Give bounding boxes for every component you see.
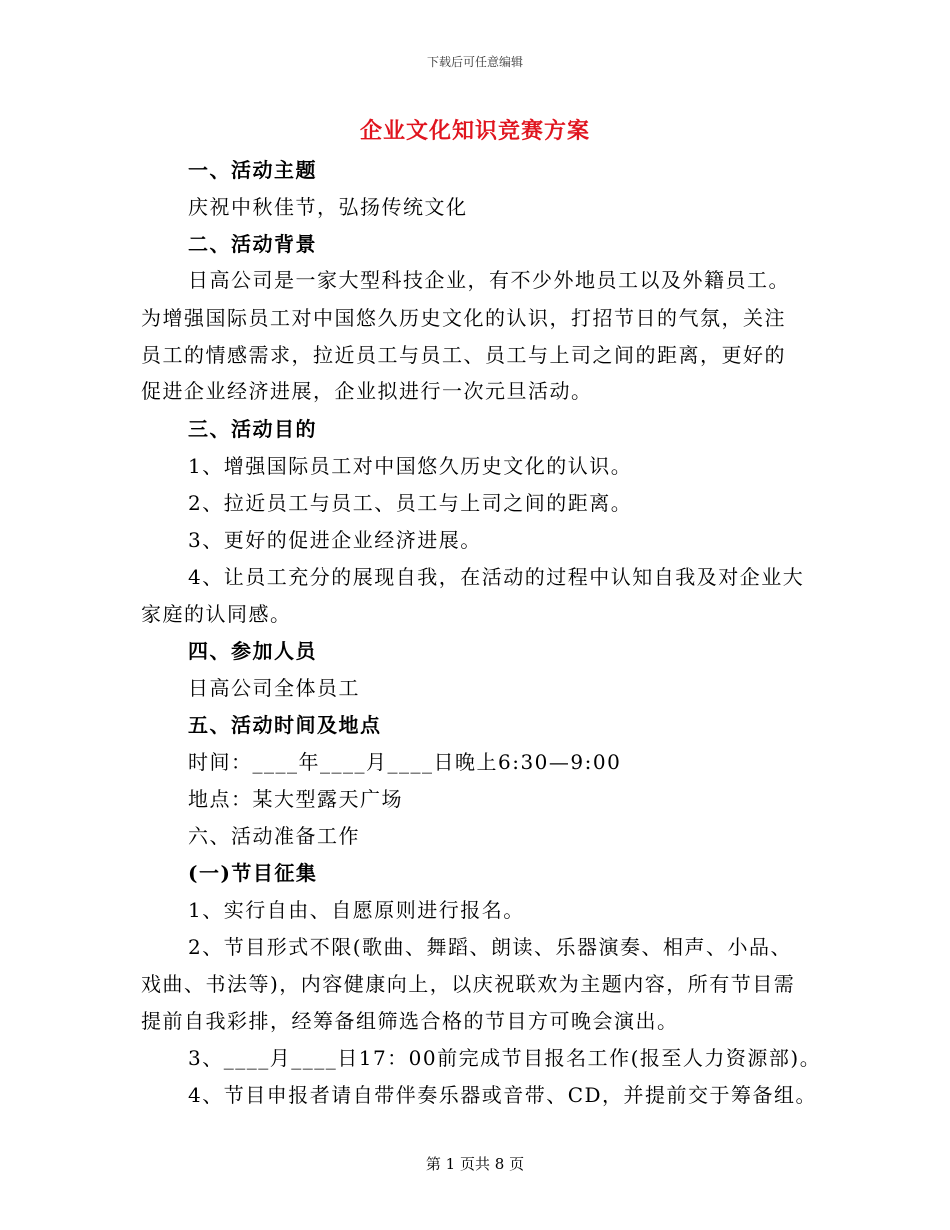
list-item: 4、让员工充分的展现自我，在活动的过程中认知自我及对企业大 — [188, 565, 805, 589]
section-heading-purpose: 三、活动目的 — [188, 417, 317, 441]
section-heading-time-location: 五、活动时间及地点 — [188, 713, 382, 737]
document-title: 企业文化知识竞赛方案 — [359, 118, 590, 144]
list-item: 4、节目申报者请自带伴奏乐器或音带、CD，并提前交于筹备组。 — [188, 1083, 818, 1107]
body-line: 促进企业经济进展，企业拟进行一次元旦活动。 — [141, 379, 593, 403]
section-heading-theme: 一、活动主题 — [188, 158, 317, 182]
body-line: 提前自我彩排，经筹备组筛选合格的节目方可晚会演出。 — [141, 1009, 679, 1033]
list-item: 2、节目形式不限(歌曲、舞蹈、朗读、乐器演奏、相声、小品、 — [188, 935, 793, 959]
page-footer-number: 第 1 页共 8 页 — [425, 1155, 525, 1173]
body-line: 为增强国际员工对中国悠久历史文化的认识，打招节日的气氛，关注 — [141, 306, 786, 330]
list-item: 1、增强国际员工对中国悠久历史文化的认识。 — [188, 454, 633, 478]
list-item: 1、实行自由、自愿原则进行报名。 — [188, 898, 525, 922]
body-line: 家庭的认同感。 — [141, 602, 292, 626]
body-line: 庆祝中秋佳节，弘扬传统文化 — [188, 195, 468, 219]
page-header-note: 下载后可任意编辑 — [426, 55, 523, 69]
section-heading-participants: 四、参加人员 — [188, 639, 317, 663]
section-heading-preparation: 六、活动准备工作 — [188, 824, 360, 848]
subsection-heading-program: (一)节目征集 — [188, 861, 318, 885]
list-item: 3、____月____日17：00前完成节目报名工作(报至人力资源部)。 — [188, 1046, 822, 1070]
body-line: 员工的情感需求，拉近员工与员工、员工与上司之间的距离，更好的 — [141, 343, 786, 367]
body-line: 戏曲、书法等)，内容健康向上，以庆祝联欢为主题内容，所有节目需 — [141, 972, 796, 996]
body-line-time: 时间：____年____月____日晚上6:30—9:00 — [188, 750, 622, 774]
section-heading-background: 二、活动背景 — [188, 232, 317, 256]
body-line-location: 地点：某大型露天广场 — [188, 787, 403, 811]
list-item: 3、更好的促进企业经济进展。 — [188, 528, 482, 552]
list-item: 2、拉近员工与员工、员工与上司之间的距离。 — [188, 491, 633, 515]
body-line: 日高公司是一家大型科技企业，有不少外地员工以及外籍员工。 — [188, 268, 790, 292]
body-line: 日高公司全体员工 — [188, 676, 360, 700]
